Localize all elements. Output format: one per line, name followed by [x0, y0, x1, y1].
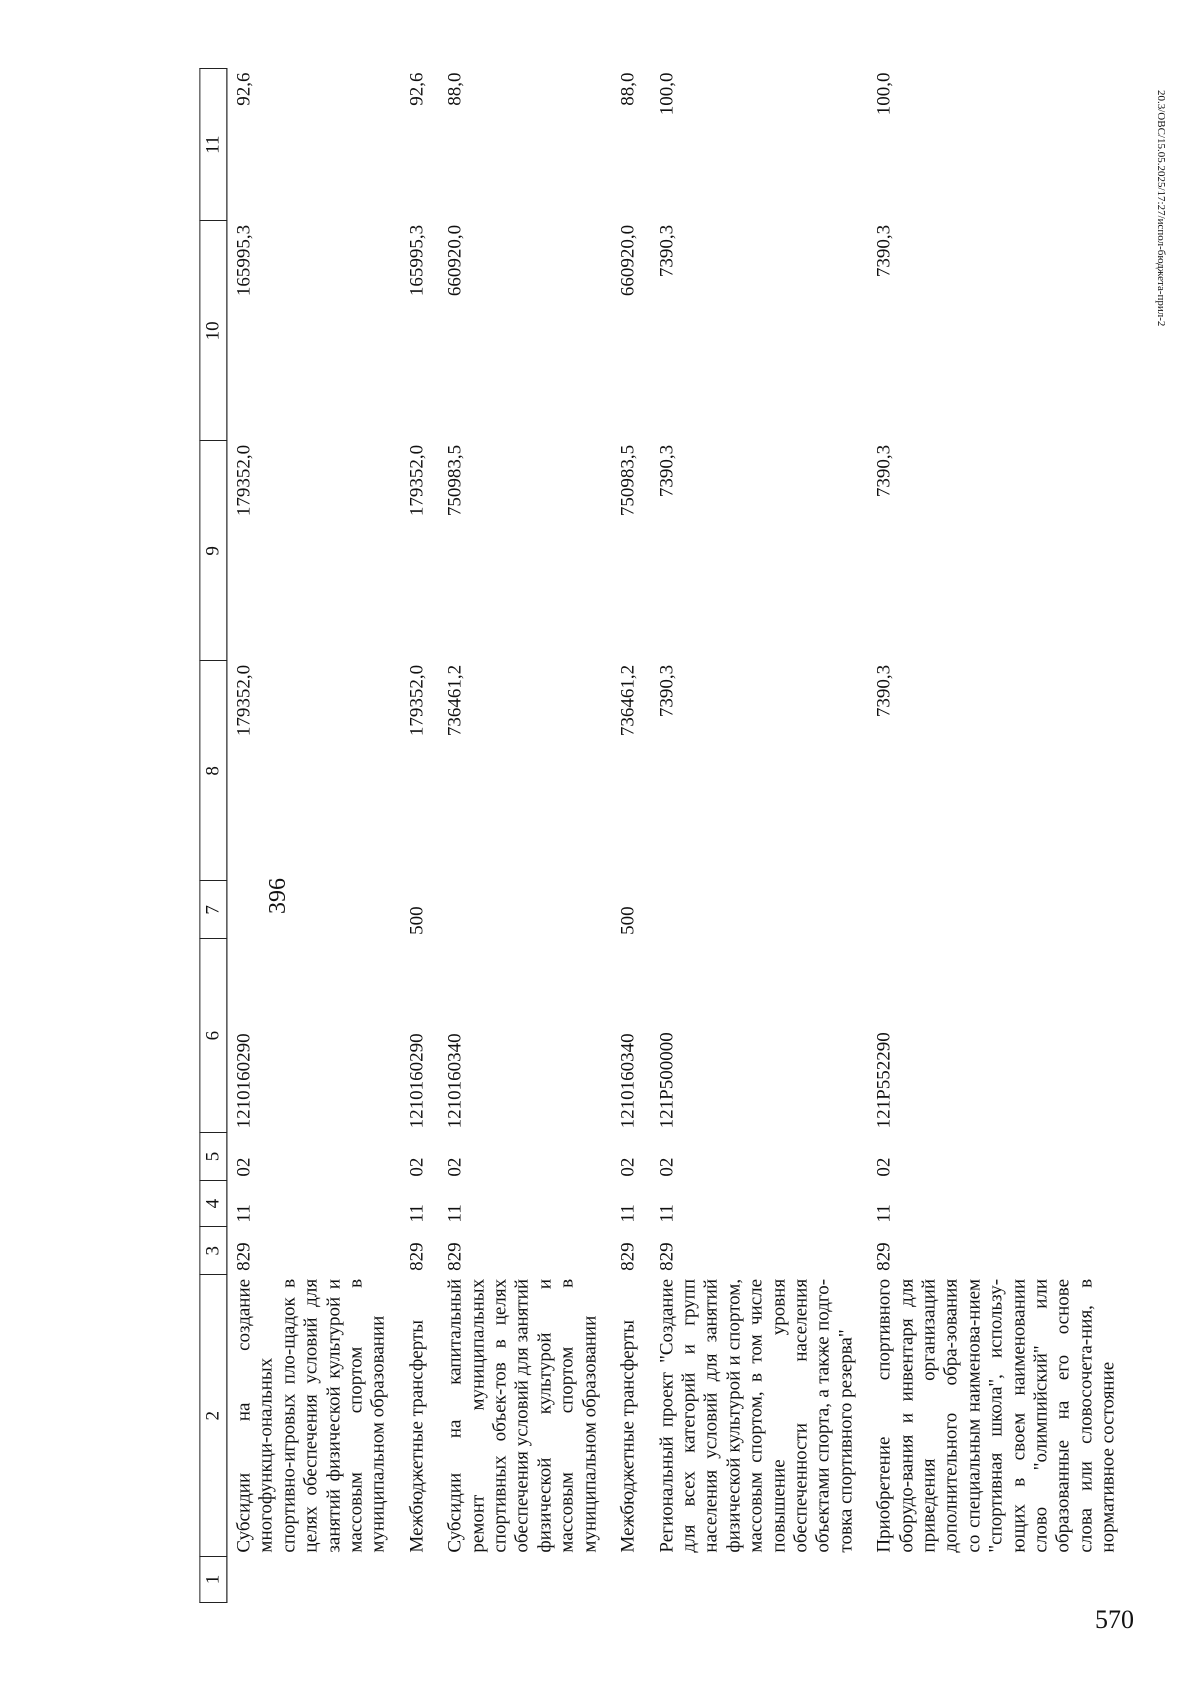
row-description: Межбюджетные трансферты — [406, 1319, 428, 1553]
cell-section: 11 — [233, 1204, 255, 1223]
cell-subsection: 02 — [655, 1157, 677, 1177]
cell-col9: 179352,0 — [406, 444, 428, 517]
cell-col10: 165995,3 — [233, 224, 255, 297]
cell-department: 829 — [444, 1242, 466, 1271]
cell-col9: 7390,3 — [873, 444, 895, 498]
cell-col8: 179352,0 — [406, 664, 428, 737]
cell-department: 829 — [406, 1242, 428, 1271]
cell-subsection: 02 — [406, 1157, 428, 1177]
cell-col9: 750983,5 — [444, 444, 466, 517]
cell-col11: 92,6 — [233, 72, 255, 106]
table-row — [439, 69, 612, 1603]
cell-section: 11 — [655, 1204, 677, 1223]
cell-expense-type — [868, 881, 1130, 939]
column-header: 6 — [200, 939, 227, 1132]
row-description: Приобретение спортивного оборудо-вания и инвентаря для приведения организаций дополнительного обра-зования со специальным наименова-нием "спортивная школа", использу-ющих в своем наименовании слово "олимпийский" или образованные на его основе слова или словосочета-ния, в нормативное состояние — [873, 1278, 1119, 1553]
cell-col10: 660920,0 — [444, 224, 466, 297]
cell-target-article: 1210160340 — [444, 1033, 466, 1129]
cell-col8: 736461,2 — [444, 664, 466, 737]
cell-subsection: 02 — [617, 1157, 639, 1177]
column-header: 4 — [200, 1181, 227, 1227]
cell-subsection: 02 — [873, 1157, 895, 1177]
column-header: 7 — [200, 881, 227, 939]
column-header: 9 — [200, 441, 227, 661]
cell-col8: 7390,3 — [655, 664, 677, 718]
cell-section: 11 — [444, 1204, 466, 1223]
cell-col10: 165995,3 — [406, 224, 428, 297]
cell-col1 — [400, 1557, 438, 1603]
table-row — [868, 69, 1130, 1603]
cell-col10: 7390,3 — [655, 224, 677, 278]
row-description: Межбюджетные трансферты — [617, 1319, 639, 1553]
cell-col1 — [868, 1557, 1130, 1603]
cell-col1 — [611, 1557, 649, 1603]
cell-col10: 660920,0 — [617, 224, 639, 297]
column-header: 2 — [200, 1275, 227, 1557]
cell-col8: 736461,2 — [617, 664, 639, 737]
cell-col11: 100,0 — [873, 72, 895, 116]
row-description: Субсидии на капитальный ремонт муниципальных спортивных объек-тов в целях обеспечения условий для занятий физической культурой и массовым спортом в муниципальном образовании — [444, 1278, 601, 1553]
column-header: 10 — [200, 221, 227, 441]
table-row — [400, 69, 438, 1603]
cell-department: 829 — [655, 1242, 677, 1271]
footer-code — [1155, 90, 1167, 810]
cell-col8: 7390,3 — [873, 664, 895, 718]
cell-expense-type — [227, 881, 400, 939]
cell-department: 829 — [233, 1242, 255, 1271]
table-row — [611, 69, 649, 1603]
cell-col1 — [650, 1557, 868, 1603]
column-header: 8 — [200, 661, 227, 881]
footer-code-text: 20.3/ОВС/15.05.2025/17:27/испол-бюджета-прил-2 — [1155, 90, 1167, 327]
column-header: 11 — [200, 69, 227, 221]
rotated-document — [162, 68, 1130, 1603]
column-header: 1 — [200, 1557, 227, 1603]
cell-expense-type — [650, 881, 868, 939]
cell-expense-type — [439, 881, 612, 939]
cell-target-article: 1210160290 — [406, 1033, 428, 1129]
cell-col11: 88,0 — [617, 72, 639, 106]
cell-col9: 7390,3 — [655, 444, 677, 498]
cell-department: 829 — [873, 1242, 895, 1271]
cell-subsection: 02 — [233, 1157, 255, 1177]
cell-col9: 179352,0 — [233, 444, 255, 517]
cell-section: 11 — [873, 1204, 895, 1223]
table-row — [227, 69, 400, 1603]
cell-target-article: 121Р552290 — [873, 1032, 895, 1129]
cell-subsection: 02 — [444, 1157, 466, 1177]
cell-target-article: 121Р500000 — [655, 1032, 677, 1129]
row-description: Субсидии на создание многофункци-ональных спортивно-игровых пло-щадок в целях обеспечения условий для занятий физической культурой и массовым спортом в муниципальном образовании — [233, 1278, 389, 1553]
cell-col8: 179352,0 — [233, 664, 255, 737]
table-header-row — [200, 69, 227, 1603]
cell-col10: 7390,3 — [873, 224, 895, 278]
cell-col1 — [227, 1557, 400, 1603]
cell-target-article: 1210160290 — [233, 1033, 255, 1129]
cell-target-article: 1210160340 — [617, 1033, 639, 1129]
sheet-number: 570 — [1095, 1605, 1134, 1634]
cell-section: 11 — [617, 1204, 639, 1223]
budget-table — [199, 68, 1130, 1603]
cell-col11: 92,6 — [406, 72, 428, 106]
cell-section: 11 — [406, 1204, 428, 1223]
cell-expense-type: 500 — [617, 906, 639, 935]
column-header: 5 — [200, 1132, 227, 1180]
column-header: 3 — [200, 1227, 227, 1275]
cell-col9: 750983,5 — [617, 444, 639, 517]
cell-col11: 100,0 — [655, 72, 677, 116]
cell-expense-type: 500 — [406, 906, 428, 935]
table-row — [650, 69, 868, 1603]
cell-col11: 88,0 — [444, 72, 466, 106]
cell-department: 829 — [617, 1242, 639, 1271]
row-description: Региональный проект "Создание для всех категорий и групп населения условий для занятий физической культурой и спортом, массовым спортом, в том числе повышение уровня обеспеченности населения объектами спорта, а также подго-товка спортивного резерва" — [655, 1278, 857, 1553]
page-number: 396 — [265, 878, 291, 914]
cell-col1 — [439, 1557, 612, 1603]
